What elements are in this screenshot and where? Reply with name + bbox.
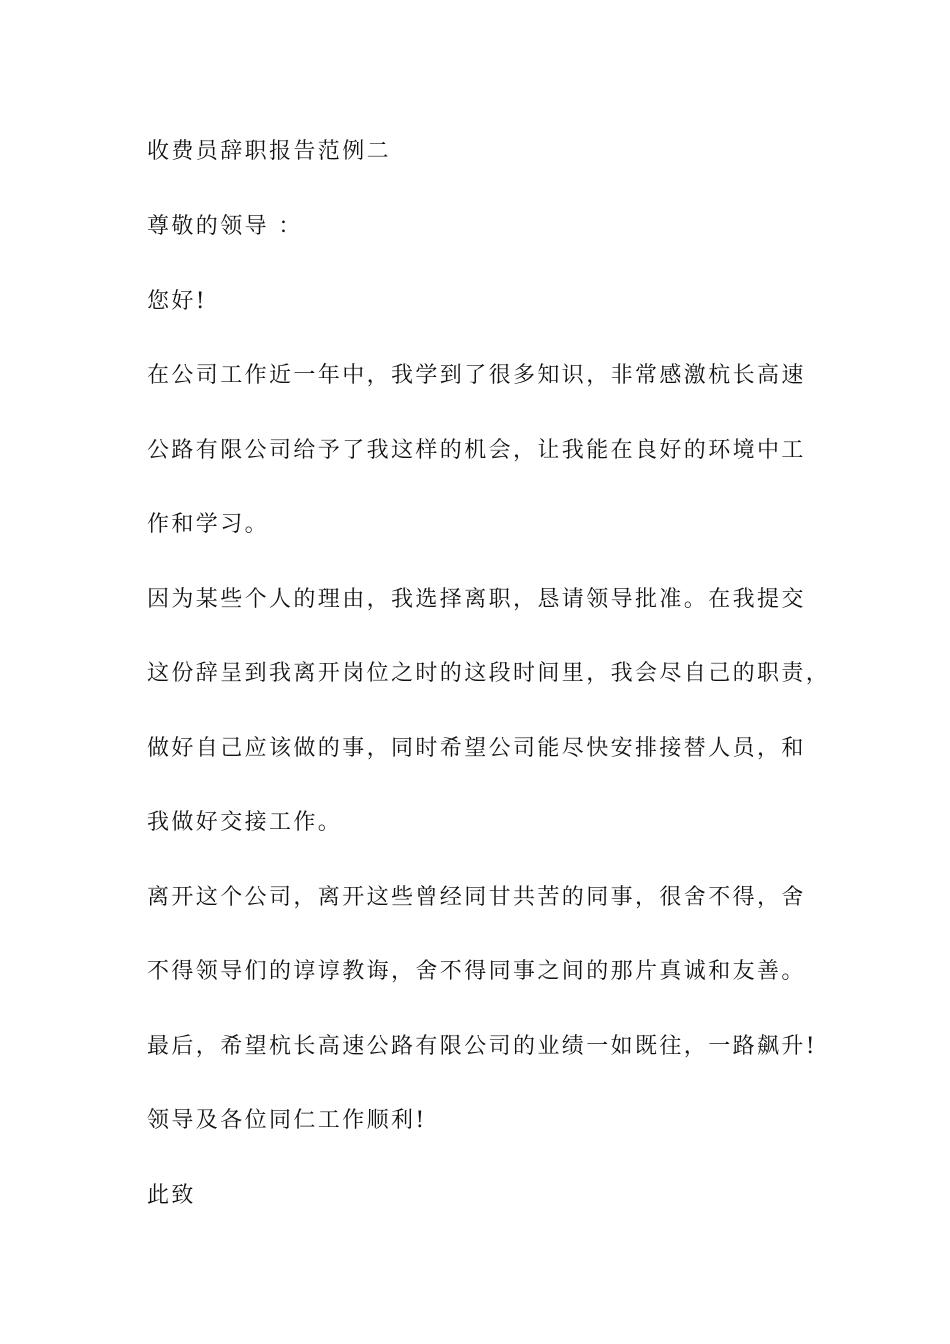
body-line: 做好自己应该做的事，同时希望公司能尽快安排接替人员，和 <box>147 736 806 761</box>
body-line: 公路有限公司给予了我这样的机会，让我能在良好的环境中工 <box>147 438 806 463</box>
body-line: 在公司工作近一年中，我学到了很多知识，非常感激杭长高速 <box>147 363 806 388</box>
body-line: 领导及各位同仁工作顺利! <box>147 1108 427 1133</box>
document-title: 收费员辞职报告范例二 <box>147 139 392 164</box>
body-line: 作和学习。 <box>147 512 270 537</box>
body-line: 我做好交接工作。 <box>147 810 343 835</box>
body-line: 不得领导们的谆谆教诲，舍不得同事之间的那片真诚和友善。 <box>147 959 806 984</box>
salutation: 尊敬的领导 ： <box>147 214 303 239</box>
body-line: 最后，希望杭长高速公路有限公司的业绩一如既往，一路飙升! <box>147 1034 818 1059</box>
greeting: 您好! <box>147 289 208 314</box>
closing: 此致 <box>147 1183 196 1208</box>
body-line: 离开这个公司，离开这些曾经同甘共苦的同事，很舍不得，舍 <box>147 885 806 910</box>
body-line: 这份辞呈到我离开岗位之时的这段时间里，我会尽自己的职责， <box>147 661 831 686</box>
body-line: 因为某些个人的理由，我选择离职，恳请领导批准。在我提交 <box>147 587 806 612</box>
